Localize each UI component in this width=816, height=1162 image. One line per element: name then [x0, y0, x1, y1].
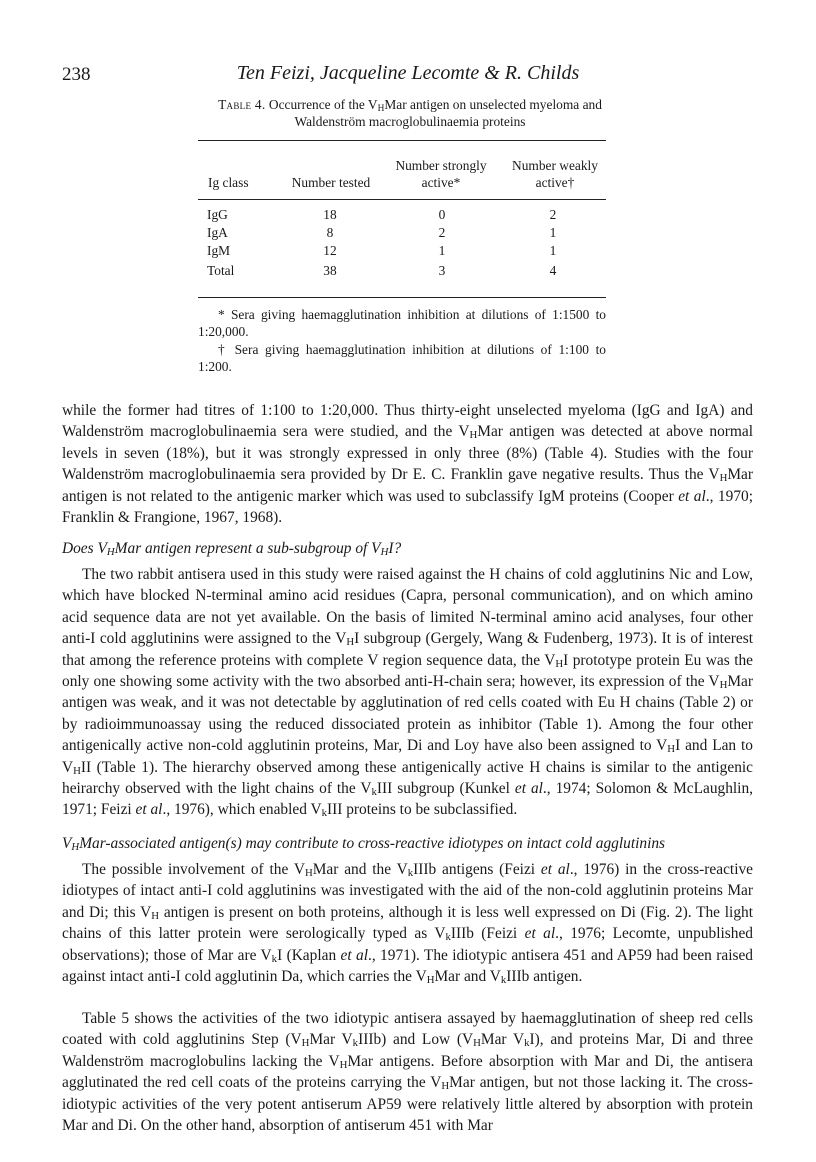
cell-tested: 18: [323, 207, 337, 222]
text-run: ., 1974; Solomon & McLaughlin, 1971; Feizi: [62, 780, 753, 819]
subscript: k: [445, 931, 451, 944]
header-strongly-active: [385, 157, 497, 191]
cell-weak: 1: [549, 225, 557, 240]
subscript: k: [352, 1037, 359, 1050]
caption-line-2: Waldenström macroglobulinaemia proteins: [294, 114, 526, 129]
subscript: H: [73, 764, 81, 777]
et-al: et al: [678, 487, 706, 505]
text-run: III subgroup (Kunkel: [376, 780, 515, 798]
cell-strong: 1: [438, 243, 446, 258]
table-header-rule: [198, 199, 606, 200]
text-run: Mar antigen is not related to the antigenic marker which was used to subclassify IgM proteins (Cooper: [62, 466, 753, 505]
cell-tested: 12: [323, 243, 337, 258]
text-run: IIIb (Feizi: [450, 925, 525, 943]
text-run: Mar and V: [434, 968, 501, 986]
subscript: H: [304, 867, 313, 879]
text-run: I prototype protein Eu was the only one showing some activity with the two absorbed anti-H-chain sera; however, its expression of the V: [62, 651, 753, 691]
text-run: ., 1970; Franklin & Frangione, 1967, 1968).: [62, 487, 753, 527]
subscript: H: [71, 841, 80, 853]
text-run: antigen is present on both proteins, although it is less well expressed on Di (Fig. 2). The light chains of this latter protein were serologically typed as V: [62, 903, 753, 943]
table-top-rule: [198, 140, 606, 141]
heading-run: Does V: [62, 540, 107, 557]
subscript: H: [106, 546, 115, 558]
page-number: 238: [62, 64, 91, 85]
subscript: H: [441, 1080, 450, 1093]
heading-run: V: [62, 835, 72, 852]
cell-ig-class: Total: [207, 263, 235, 278]
text-run: ., 1976) in the cross-reactive idiotypes of intact anti-I cold agglutinins was investigated with the aid of the non-cold agglutinin proteins Mar and Di; this V: [62, 861, 753, 921]
subscript: H: [346, 636, 355, 649]
text-run: I), and proteins Mar, Di and three Waldenström macroglobulins lacking the V: [62, 1031, 754, 1070]
cell-ig-class: IgA: [207, 225, 228, 240]
subscript: k: [407, 867, 414, 879]
header-weakly-active: [500, 157, 610, 191]
cell-strong: 3: [438, 263, 446, 278]
subscript: H: [380, 546, 389, 558]
caption-text-b: Mar antigen on unselected myeloma and: [384, 97, 602, 112]
subscript: k: [271, 952, 278, 965]
subscript: H: [719, 472, 728, 485]
text-run: Mar V: [309, 1031, 353, 1049]
text-run: Mar and the V: [312, 861, 408, 878]
header-number-tested: Number tested: [291, 175, 371, 190]
subscript: H: [667, 743, 676, 756]
subscript: k: [371, 786, 377, 799]
et-al: et al: [524, 925, 556, 943]
cell-ig-class: IgG: [207, 207, 228, 222]
subscript: H: [151, 909, 160, 922]
cell-ig-class: IgM: [207, 243, 231, 258]
text-run: while the former had titres of 1:100 to 1:20,000. Thus thirty-eight unselected myeloma (IgG and IgA) and Waldenström macroglobulinaemia sera were studied, and the V: [62, 402, 753, 441]
et-al: et al: [514, 780, 543, 798]
subscript: H: [719, 679, 728, 692]
header-strong-line2: active*: [421, 175, 461, 190]
subscript: H: [339, 1058, 348, 1071]
cell-tested: 38: [323, 263, 337, 278]
cell-strong: 0: [438, 207, 446, 222]
section-heading-cross-reactive: [62, 835, 753, 853]
text-run: I and Lan to V: [62, 737, 753, 776]
subscript: H: [301, 1037, 310, 1050]
header-ig-class: Ig class: [208, 175, 249, 190]
text-run: IIIb antigen.: [506, 968, 583, 986]
body-paragraph-3: [62, 859, 753, 987]
body-paragraph-1: [62, 400, 753, 528]
body-paragraph-4: [62, 1008, 753, 1136]
text-run: Mar antigen was weak, and it was not detectable by agglutination of red cells coated with Eu H chains (Table 2) or by radioimmunoassay using the reduced dissociated protein as inhibitor (Table 1). Among the four other antigenically active non-cold agglutinin proteins, Mar, Di and Loy have also been assigned to V: [62, 673, 753, 755]
subscript: H: [555, 657, 564, 670]
text-run: I subgroup (Gergely, Wang & Fudenberg, 1973). It is of interest that among the reference proteins with complete V region sequence data, the V: [62, 630, 753, 669]
cell-tested: 8: [326, 225, 334, 240]
header-weak-line1: Number weakly: [512, 158, 598, 173]
header-strong-line1: Number strongly: [395, 158, 487, 173]
running-head-authors: Ten Feizi, Jacqueline Lecomte & R. Childs: [236, 62, 580, 84]
heading-run: Mar-associated antigen(s) may contribute to cross-reactive idiotypes on intact cold agglutinins: [79, 835, 666, 852]
header-weak-line2: active†: [535, 175, 575, 190]
text-run: The two rabbit antisera used in this study were raised against the H chains of cold agglutinins Nic and Low, which have blocked N-terminal amino acid residues (Capra, personal communication), and on which amino acid sequence data are not yet available. On the basis of limited N-terminal amino acid analyses, four other anti-I cold agglutinins were assigned to the V: [62, 566, 753, 648]
table-label: Table 4.: [218, 97, 266, 112]
table-footnote-strong: * Sera giving haemagglutination inhibition at dilutions of 1:1500 to 1:20,000.: [198, 307, 606, 339]
text-run: IIIb) and Low (V: [358, 1031, 474, 1049]
caption-text-a: Occurrence of the V: [268, 97, 378, 112]
caption-sub: H: [377, 104, 385, 114]
text-run: III proteins to be subclassified.: [327, 801, 518, 819]
table-4-caption: [180, 96, 640, 130]
subscript: k: [500, 974, 507, 987]
text-run: IIIb antigens (Feizi: [413, 861, 541, 878]
text-run: II (Table 1). The hierarchy observed among these antigenically active H chains is similar to the antigenic heirarchy observed with the light chains of the V: [62, 758, 753, 798]
subscript: k: [321, 807, 328, 820]
et-al: et al: [135, 801, 163, 819]
text-run: The possible involvement of the V: [82, 861, 305, 878]
cell-weak: 2: [549, 207, 557, 222]
text-run: Table 5 shows the activities of the two idiotypic antisera assayed by haemagglutination of sheep red cells coated with cold agglutinins Step (V: [62, 1010, 753, 1049]
section-heading-subsubgroup: [62, 540, 753, 558]
heading-run: Mar antigen represent a sub-subgroup of V: [114, 540, 381, 557]
cell-weak: 4: [549, 263, 557, 278]
et-al: et al: [340, 946, 368, 964]
body-paragraph-2: [62, 564, 753, 821]
text-run: Mar antigens. Before absorption with Mar and Di, the antisera agglutinated the red cell coats of the proteins carrying the V: [62, 1052, 753, 1092]
subscript: k: [524, 1037, 530, 1050]
text-run: ., 1971). The idiotypic antisera 451 and AP59 had been raised against intact anti-I cold agglutinin Da, which carries the V: [62, 946, 753, 986]
table-footnote-weak: † Sera giving haemagglutination inhibition at dilutions of 1:100 to 1:200.: [198, 342, 606, 374]
heading-run: I?: [388, 540, 402, 557]
cell-strong: 2: [438, 225, 446, 240]
subscript: H: [473, 1037, 481, 1050]
table-bottom-rule: [198, 297, 606, 298]
subscript: H: [469, 429, 478, 442]
text-run: ., 1976), which enabled V: [162, 801, 322, 819]
text-run: Mar V: [480, 1031, 525, 1049]
text-run: I (Kaplan: [277, 946, 341, 964]
text-run: Mar antigen, but not those lacking it. The cross-idiotypic activities of the very potent antiserum AP59 were relatively little altered by absorption with protein Mar and Di. On the other hand, absorption of antiserum 451 with Mar: [62, 1074, 754, 1135]
subscript: H: [426, 974, 435, 987]
text-run: ., 1976; Lecomte, unpublished observations); those of Mar are V: [62, 925, 753, 964]
et-al: et al: [540, 861, 570, 878]
cell-weak: 1: [549, 243, 557, 258]
text-run: Mar antigen was detected at above normal levels in seven (18%), but it was strongly expressed in only three (8%) (Table 4). Studies with the four Waldenström macroglobulinaemia sera provided by Dr E. C. Franklin gave negative results. Thus the V: [62, 423, 753, 484]
